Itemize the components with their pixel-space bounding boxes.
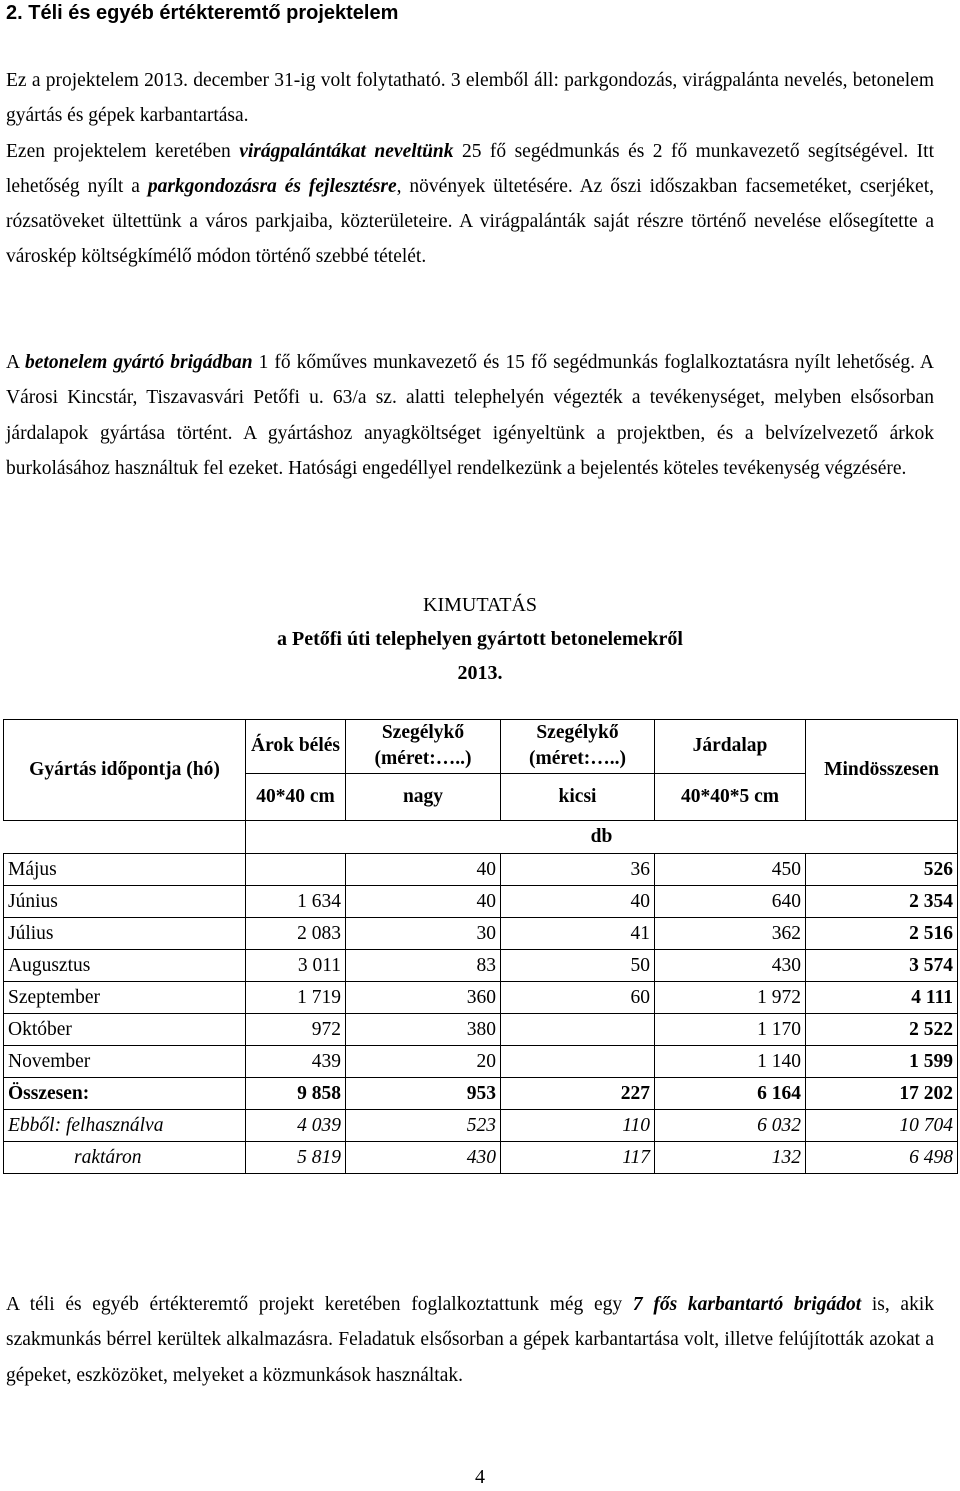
production-table	[3, 719, 958, 1174]
cell-jarda: 1 140	[655, 1046, 806, 1078]
table-row	[4, 1078, 958, 1110]
cell-total: 4 111	[806, 982, 958, 1014]
cell-month: Október	[4, 1014, 246, 1046]
table-row	[4, 918, 958, 950]
cell-nagy: 83	[346, 950, 501, 982]
table-subtitle: a Petőfi úti telephelyen gyártott betonelemekről	[276, 628, 683, 650]
cell-kicsi: 110	[501, 1110, 655, 1142]
table-title: KIMUTATÁS	[423, 594, 537, 616]
paragraph-betonelem: A betonelem gyártó brigádban 1 fő kőműves munkavezető és 15 fő segédmunkás foglalkoztatásra nyílt lehetőség. A Városi Kincstár, Tiszavasvári Petőfi u. 63/a sz. alatti telephelyén végezték a tevékenységet, melyben elsősorban járdalapok gyártása történt. A gyártáshoz anyagköltséget igényeltünk a projektben, és a belvízelvezető árkok burkolásához használtuk fel ezeket. Hatósági engedéllyel rendelkezünk a bejelentés köteles tevékenység végzésére.	[6, 352, 934, 479]
table-row	[4, 950, 958, 982]
cell-nagy: 30	[346, 918, 501, 950]
cell-total: 2 354	[806, 886, 958, 918]
cell-nagy: 20	[346, 1046, 501, 1078]
cell-kicsi	[501, 1014, 655, 1046]
header-jardalap: Járdalap	[655, 720, 806, 774]
cell-kicsi: 227	[501, 1078, 655, 1110]
section-heading: 2. Téli és egyéb értékteremtő projektelem	[6, 2, 399, 24]
cell-jarda: 1 170	[655, 1014, 806, 1046]
cell-month: Augusztus	[4, 950, 246, 982]
cell-arok: 5 819	[246, 1142, 346, 1174]
cell-arok: 2 083	[246, 918, 346, 950]
table-row	[4, 982, 958, 1014]
cell-nagy: 380	[346, 1014, 501, 1046]
cell-jarda: 362	[655, 918, 806, 950]
cell-arok: 1 719	[246, 982, 346, 1014]
header-szegely-kicsi: Szegélykő (méret:…..)	[501, 720, 655, 774]
cell-nagy: 40	[346, 886, 501, 918]
cell-total: 3 574	[806, 950, 958, 982]
header-period: Gyártás időpontja (hó)	[4, 720, 246, 821]
table-row	[4, 886, 958, 918]
cell-month: Június	[4, 886, 246, 918]
cell-month: November	[4, 1046, 246, 1078]
paragraph-intro: Ez a projektelem 2013. december 31-ig volt folytatható. 3 elemből áll: parkgondozás, virágpalánta nevelés, betonelem gyártás és gépek karbantartása. Ezen projektelem keretében virágpalántákat neveltünk 25 fő segédmunkás és 2 fő munkavezető segítségével. Itt lehetőség nyílt a parkgondozásra és fejlesztésre, növények ültetésére. Az őszi időszakban facsemetéket, cserjéket, rózsatöveket ültettünk a város parkjaiba, közterületeire. A virágpalánták saját részre történő nevelése elősegítette a városkép költségkímélő módon történő szebbé tételét.	[6, 70, 934, 268]
table-row	[4, 1142, 958, 1174]
cell-arok: 4 039	[246, 1110, 346, 1142]
cell-kicsi: 60	[501, 982, 655, 1014]
table-row	[4, 1046, 958, 1078]
cell-kicsi: 50	[501, 950, 655, 982]
cell-arok: 3 011	[246, 950, 346, 982]
cell-jarda: 1 972	[655, 982, 806, 1014]
cell-jarda: 450	[655, 854, 806, 886]
cell-month: Július	[4, 918, 246, 950]
header-row-1	[4, 720, 958, 774]
cell-total: 10 704	[806, 1110, 958, 1142]
cell-month: Szeptember	[4, 982, 246, 1014]
header-nagy: nagy	[346, 773, 501, 820]
cell-kicsi: 36	[501, 854, 655, 886]
cell-arok: 1 634	[246, 886, 346, 918]
header-arok-size: 40*40 cm	[246, 773, 346, 820]
cell-kicsi	[501, 1046, 655, 1078]
cell-month: Május	[4, 854, 246, 886]
cell-total: 2 516	[806, 918, 958, 950]
cell-jarda: 6 032	[655, 1110, 806, 1142]
cell-total: 526	[806, 854, 958, 886]
cell-month: raktáron	[4, 1142, 246, 1174]
cell-arok: 9 858	[246, 1078, 346, 1110]
table-row	[4, 1014, 958, 1046]
cell-jarda: 640	[655, 886, 806, 918]
cell-nagy: 40	[346, 854, 501, 886]
header-unit: db	[246, 821, 958, 854]
paragraph-karbantarto: A téli és egyéb értékteremtő projekt keretében foglalkoztattunk még egy 7 fős karbantartó brigádot is, akik szakmunkás bérrel kerültek alkalmazásra. Feladatuk elsősorban a gépek karbantartása volt, illetve felújították azokat a gépeket, eszközöket, melyeket a közmunkások használtak.	[6, 1294, 934, 1386]
cell-arok: 439	[246, 1046, 346, 1078]
cell-arok: 972	[246, 1014, 346, 1046]
table-year: 2013.	[457, 662, 503, 684]
cell-nagy: 360	[346, 982, 501, 1014]
cell-month: Összesen:	[4, 1078, 246, 1110]
cell-total: 2 522	[806, 1014, 958, 1046]
cell-kicsi: 117	[501, 1142, 655, 1174]
cell-nagy: 523	[346, 1110, 501, 1142]
cell-jarda: 6 164	[655, 1078, 806, 1110]
cell-total: 6 498	[806, 1142, 958, 1174]
cell-kicsi: 41	[501, 918, 655, 950]
cell-month: Ebből: felhasználva	[4, 1110, 246, 1142]
cell-total: 17 202	[806, 1078, 958, 1110]
cell-nagy: 953	[346, 1078, 501, 1110]
page-number: 4	[475, 1466, 485, 1488]
table-row	[4, 854, 958, 886]
header-kicsi: kicsi	[501, 773, 655, 820]
header-jardalap-size: 40*40*5 cm	[655, 773, 806, 820]
header-arok: Árok bélés	[246, 720, 346, 774]
cell-kicsi: 40	[501, 886, 655, 918]
cell-arok	[246, 854, 346, 886]
header-szegely-nagy: Szegélykő (méret:…..)	[346, 720, 501, 774]
table-row	[4, 1110, 958, 1142]
header-total: Mindösszesen	[806, 720, 958, 821]
header-unit-row	[4, 821, 958, 854]
cell-jarda: 132	[655, 1142, 806, 1174]
cell-jarda: 430	[655, 950, 806, 982]
cell-total: 1 599	[806, 1046, 958, 1078]
cell-nagy: 430	[346, 1142, 501, 1174]
intro-sentence: Ez a projektelem 2013. december 31-ig volt folytatható. 3 elemből áll: parkgondozás, virágpalánta nevelés, betonelem gyártás és gépek karbantartása.	[6, 70, 934, 127]
